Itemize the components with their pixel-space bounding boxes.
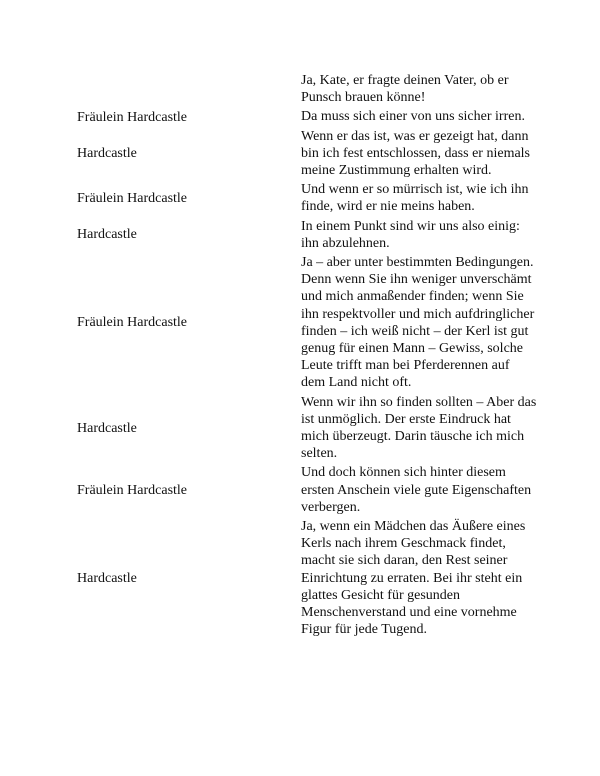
dialogue-row (77, 217, 537, 253)
dialogue-line: Wenn er das ist, was er gezeigt hat, dann bin ich fest entschlossen, dass er niemals meine Zustimmung erhalten wird. (301, 128, 531, 179)
dialogue-row (77, 180, 537, 216)
dialogue-line: Ja, Kate, er fragte deinen Vater, ob er Punsch brauen könne! (301, 73, 509, 106)
speaker-name: Hardcastle (77, 227, 137, 243)
speaker-name: Fräulein Hardcastle (77, 190, 188, 206)
speaker-name: Fräulein Hardcastle (77, 315, 188, 331)
dialogue-line: Wenn wir ihn so finden sollten – Aber das ist unmöglich. Der erste Eindruck hat mich überzeugt. Darin täusche ich mich selten. (301, 394, 537, 462)
speaker-name: Hardcastle (77, 145, 137, 161)
speaker-name: Fräulein Hardcastle (77, 482, 188, 498)
dialogue-row (77, 393, 537, 464)
dialogue-row (77, 463, 537, 517)
dialogue-line: Ja, wenn ein Mädchen das Äußere eines Kerls nach ihrem Geschmack findet, macht sie sich daran, den Rest seiner Einrichtung zu erraten. Bei ihr steht ein glattes Gesicht für gesunden Menschenverstand und eine vornehme Figur für jede Tugend. (301, 519, 526, 638)
dialogue-row (77, 71, 537, 107)
dialogue-line: Und wenn er so mürrisch ist, wie ich ihn finde, wird er nie meins haben. (301, 182, 529, 215)
speaker-name: Fräulein Hardcastle (77, 109, 188, 125)
dialogue-row (77, 517, 537, 639)
dialogue-row (77, 253, 537, 393)
dialogue-table (77, 71, 537, 640)
speaker-name: Hardcastle (77, 420, 137, 436)
dialogue-line: Und doch können sich hinter diesem ersten Anschein viele gute Eigenschaften verbergen. (301, 465, 532, 515)
dialogue-line: Ja – aber unter bestimmten Bedingungen. Denn wenn Sie ihn weniger unverschämt und mich anmaßender finden; wenn Sie ihn respektvoller und mich aufdringlicher finden – ich weiß nicht – der Kerl ist gut genug für einen Mann – Gewiss, solche Leute trifft man bei Pferderennen auf dem Land nicht oft. (301, 255, 535, 391)
dialogue-line: Da muss sich einer von uns sicher irren. (301, 109, 525, 125)
speaker-name: Hardcastle (77, 570, 137, 586)
dialogue-row (77, 107, 537, 126)
dialogue-row (77, 127, 537, 181)
dialogue-line: In einem Punkt sind wir uns also einig: ihn abzulehnen. (301, 218, 520, 251)
